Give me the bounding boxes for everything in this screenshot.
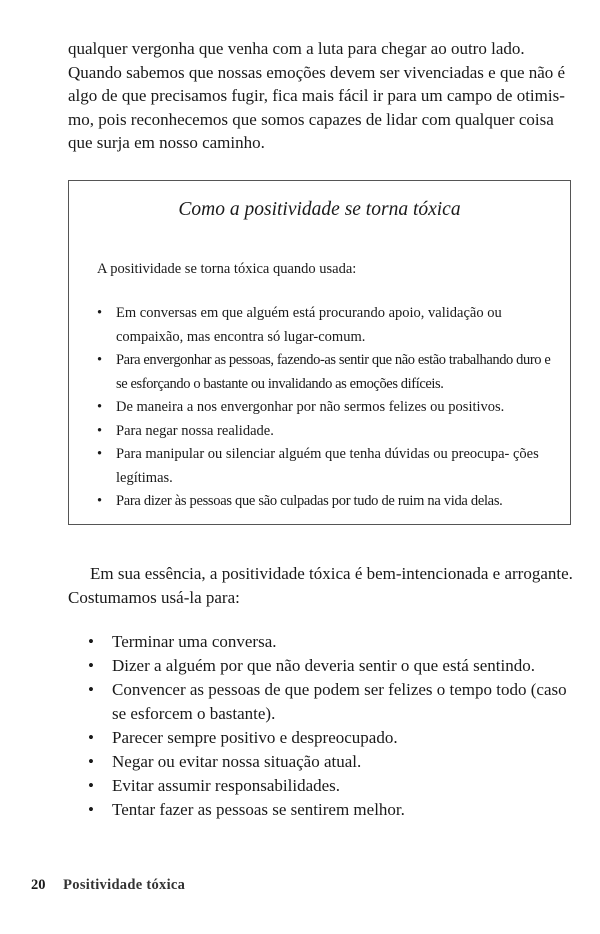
box-list-item: • Para envergonhar as pessoas, fazendo-as sentir que não estão trabalhando duro e se esforçando o bastante ou invalidando as emoções difíceis. <box>97 349 557 396</box>
box-title: Como a positividade se torna tóxica <box>178 199 461 220</box>
running-title: Positividade tóxica <box>63 877 186 893</box>
list-item: • Terminar uma conversa. <box>88 630 578 654</box>
paragraph-line: que surja em nosso caminho. <box>68 133 265 152</box>
paragraph-line: Quando sabemos que nossas emoções devem ser vivenciadas e que não é <box>68 62 566 82</box>
list-item: • Evitar assumir responsabilidades. <box>88 774 578 798</box>
page-footer <box>31 877 185 894</box>
box-list <box>97 302 557 514</box>
box-list-item: • Em conversas em que alguém está procurando apoio, validação ou compaixão, mas encontra só lugar-comum. <box>97 302 557 349</box>
box-list-item: • Para negar nossa realidade. <box>97 420 557 444</box>
body-paragraph <box>68 562 573 609</box>
paragraph-line: algo de que precisamos fugir, fica mais fácil ir para um campo de otimis- <box>68 86 565 105</box>
list-item: • Convencer as pessoas de que podem ser felizes o tempo todo (caso se esforcem o bastante). <box>88 680 567 723</box>
bullet-icon: • <box>88 800 94 819</box>
bullet-icon: • <box>88 728 94 747</box>
bullet-icon: • <box>97 399 103 415</box>
box-list-item: • De maneira a nos envergonhar por não sermos felizes ou positivos. <box>97 396 557 420</box>
paragraph-line: Costumamos usá-la para: <box>68 587 240 607</box>
paragraph-line: qualquer vergonha que venha com a luta para chegar ao outro lado. <box>68 39 525 58</box>
paragraph-line: Em sua essência, a positividade tóxica é bem-intencionada e arrogante. <box>90 564 573 583</box>
list-item: • Parecer sempre positivo e despreocupado. <box>88 726 578 750</box>
box-intro: A positividade se torna tóxica quando usada: <box>97 261 357 277</box>
bullet-icon: • <box>97 493 103 509</box>
bullet-icon: • <box>88 632 94 651</box>
list-item: • Dizer a alguém por que não deveria sentir o que está sentindo. <box>88 654 578 678</box>
page-number: 20 <box>31 877 46 893</box>
bullet-icon: • <box>88 776 94 795</box>
opening-paragraph <box>68 37 573 155</box>
bullet-icon: • <box>97 352 103 368</box>
box-list-item: • Para dizer às pessoas que são culpadas por tudo de ruim na vida delas. <box>97 490 557 514</box>
list-item: • Negar ou evitar nossa situação atual. <box>88 750 578 774</box>
bullet-icon: • <box>88 680 94 699</box>
paragraph-line: mo, pois reconhecemos que somos capazes de lidar com qualquer coisa <box>68 109 554 129</box>
bullet-icon: • <box>97 305 103 321</box>
bullet-icon: • <box>88 656 94 675</box>
box-list-item: • Para manipular ou silenciar alguém que tenha dúvidas ou preocupa- ções legítimas. <box>97 443 557 490</box>
sidebar-box <box>68 180 571 525</box>
list-item: • Tentar fazer as pessoas se sentirem melhor. <box>88 798 578 822</box>
bullet-icon: • <box>97 446 103 462</box>
bullet-icon: • <box>97 422 103 439</box>
usage-list <box>88 630 578 822</box>
bullet-icon: • <box>88 752 94 771</box>
